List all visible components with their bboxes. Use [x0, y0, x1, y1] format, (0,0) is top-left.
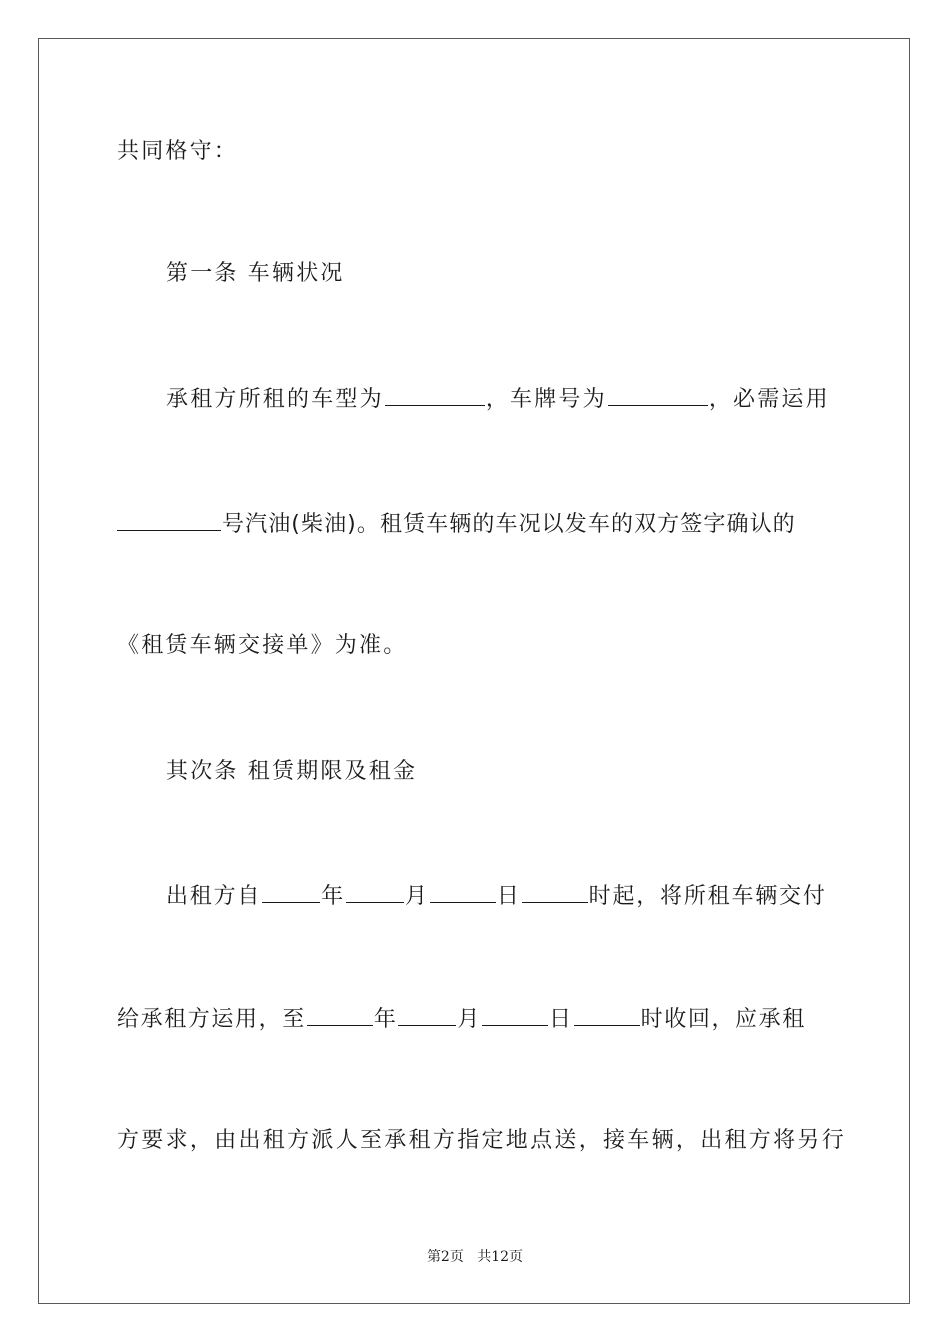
line-text: 月 — [457, 1007, 482, 1032]
fill-blank — [307, 1003, 373, 1026]
line-text: 时收回，应承租 — [640, 1007, 806, 1032]
line-text: 共同格守： — [117, 139, 239, 164]
line-text: 日 — [549, 1007, 573, 1032]
line-text: 年 — [373, 1007, 398, 1032]
line-text: 月 — [405, 884, 429, 909]
fill-blank — [482, 1003, 548, 1026]
line-text: 给承租方运用，至 — [117, 1007, 306, 1032]
fill-blank — [346, 880, 404, 903]
text-line-7 — [166, 880, 833, 912]
article-1-heading — [166, 259, 833, 289]
fill-blank — [430, 880, 496, 903]
line-text: 年 — [321, 884, 346, 909]
text-line-8 — [117, 1003, 833, 1035]
text-line-4 — [117, 508, 833, 540]
line-text: 承租方所租的车型为 — [166, 387, 384, 412]
line-text: 《租赁车辆交接单》为准。 — [117, 633, 408, 658]
text-line-5 — [117, 631, 833, 661]
fill-blank — [522, 880, 588, 903]
page-number: 第2页 — [426, 1249, 464, 1265]
heading-text: 其次条 租赁期限及租金 — [166, 759, 418, 784]
article-2-heading — [166, 757, 833, 787]
line-text: 号汽油(柴油)。租赁车辆的车况以发车的双方签字确认的 — [222, 512, 796, 537]
fill-blank — [608, 383, 708, 406]
total-pages: 共12页 — [477, 1249, 524, 1265]
fill-blank — [262, 880, 320, 903]
fill-blank — [398, 1003, 456, 1026]
text-line-3 — [166, 383, 833, 415]
text-line-9 — [117, 1126, 847, 1156]
fill-blank — [574, 1003, 640, 1026]
fill-blank — [117, 508, 221, 531]
fill-blank — [385, 383, 485, 406]
line-text: 出租方自 — [166, 884, 262, 909]
page-border — [38, 38, 910, 1304]
text-line-1 — [117, 137, 833, 167]
line-text: 方要求，由出租方派人至承租方指定地点送，接车辆，出租方将另行 — [117, 1128, 847, 1153]
line-text: ，必需运用 — [708, 387, 830, 412]
heading-text: 第一条 车辆状况 — [166, 261, 345, 286]
line-text: ，车牌号为 — [485, 387, 607, 412]
line-text: 日 — [496, 884, 521, 909]
line-text: 时起，将所租车辆交付 — [588, 884, 827, 909]
page-footer — [0, 1247, 950, 1267]
